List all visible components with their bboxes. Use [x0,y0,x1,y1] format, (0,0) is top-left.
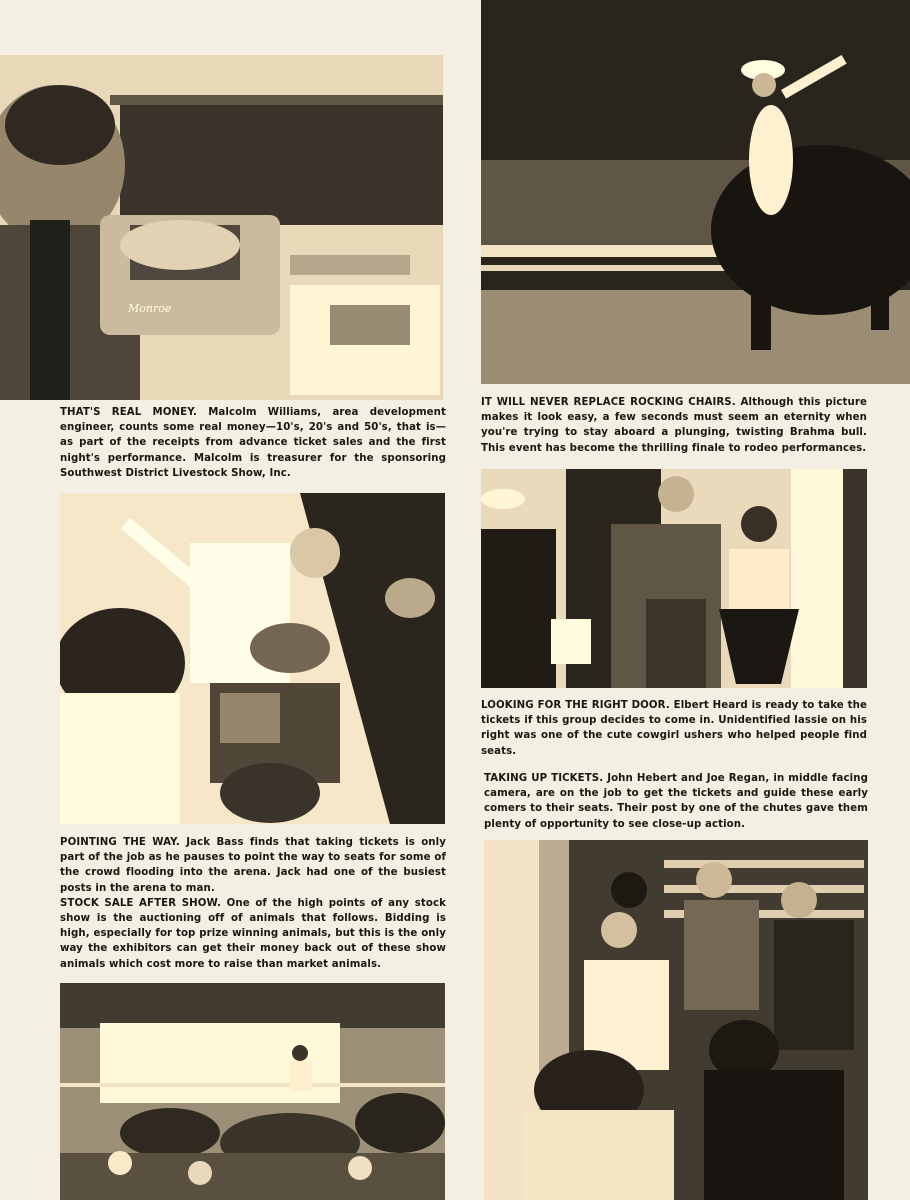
photo-right-door [481,469,867,688]
caption-auction-body: One of the high points of any stock show is the auctioning off of animals that follows. Bidding is high, especially for top prize winning animals, but this is the only way the exhibitors can get their money back out of these show animals which cost more to raise than market animals. [60,897,446,970]
caption-bull-lead: IT WILL NEVER REPLACE ROCKING CHAIRS. [481,397,736,408]
machine-brand: Monroe [128,302,172,315]
photo-stock-sale [60,983,445,1200]
caption-door-lead: LOOKING FOR THE RIGHT DOOR. [481,700,670,711]
caption-tickets-lead: TAKING UP TICKETS. [484,773,604,784]
caption-bull-body: Although this picture makes it look easy, a few seconds must seem an eternity when you're trying to stay aboard a plunging, twisting Brahma bull. This event has become the thrilling finale to rodeo performances. [481,397,867,454]
caption-tickets-body: John Hebert and Joe Regan, in middle facing camera, are on the job to get the tickets and guide these early comers to their seats. Their post by one of the chutes gave them plenty of opportunity to see close-up action. [484,773,868,830]
caption-money-body: Malcolm Williams, area development engineer, counts some real money—10's, 20's and 50's, that is—as part of the receipts from advance ticket sales and the first night's performance. Malcolm is treasurer for the sponsoring Southwest District Livestock Show, Inc. [60,407,447,479]
caption-pointing-and-auction [60,835,446,972]
caption-pointing-body: Jack Bass finds that taking tickets is only part of the job as he pauses to point the way to seats for some of the crowd flooding into the arena. Jack had one of the busiest posts in the arena to man. [60,837,446,894]
caption-tickets [484,771,868,832]
caption-pointing-lead: POINTING THE WAY. [60,837,180,848]
caption-door [481,698,867,759]
caption-money [60,405,446,481]
caption-money-lead: THAT'S REAL MONEY. [60,407,197,418]
caption-auction-lead: STOCK SALE AFTER SHOW. [60,897,222,909]
photo-bull-riding [481,0,910,384]
caption-door-body: Elbert Heard is ready to take the tickets if this group decides to come in. Unidentified lassie on his right was one of the cute cowgirl ushers who helped people find seats. [481,700,867,757]
caption-bull [481,395,867,456]
photo-pointing-the-way [60,493,445,824]
photo-money-counting [0,55,443,400]
photo-taking-tickets [484,840,868,1200]
